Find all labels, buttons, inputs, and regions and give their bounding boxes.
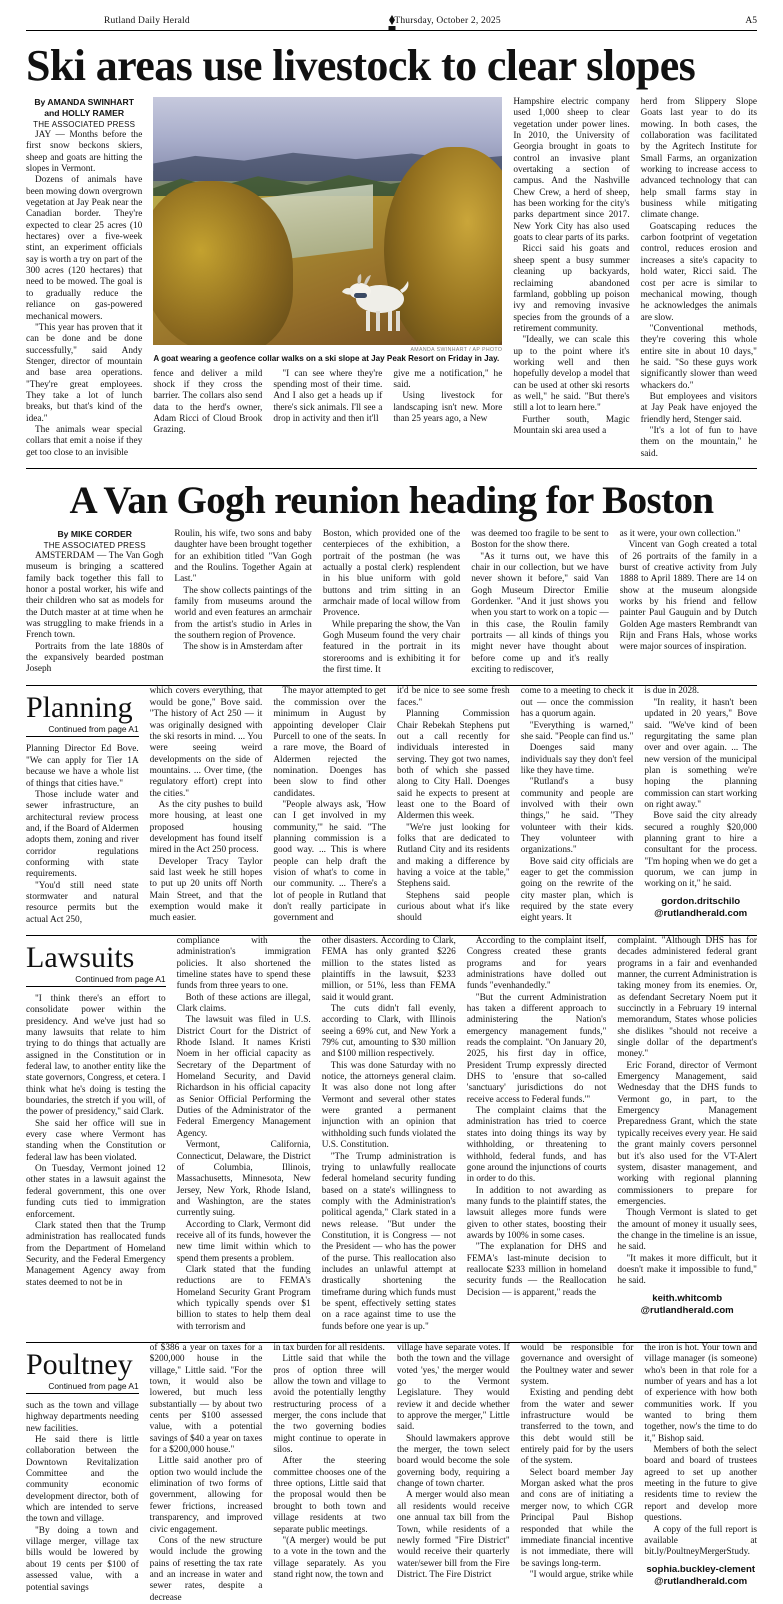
paragraph: Select board member Jay Morgan asked what the pros and cons are of initiating a merger now, to which CGR Principal Paul Bishop responded that while the immediate financial incentive is not immediate, there will be savings long-term. [520, 1467, 634, 1569]
paragraph: would be responsible for governance and oversight of the Poultney water and sewer system. [520, 1343, 634, 1388]
paragraph: The show is in Amsterdam after [183, 642, 303, 653]
paragraph: "By doing a town and village merger, village tax bills would be lowered by about 19 cents per $100 of assessed value, with a potential savings [26, 1525, 139, 1593]
paragraph: fence and deliver a mild shock if they cross the barrier. The collars also send data to the herd's owner, Adam Ricci of Cloud Brook Grazing. [153, 368, 263, 436]
vangogh-col-4 [471, 529, 608, 676]
planning-email-line2: @rutlandherald.com [654, 907, 748, 919]
ski-photo-caption: A goat wearing a geofence collar walks on a ski slope at Jay Peak Resort on Friday in Jay. [153, 353, 500, 363]
paragraph: compliance with the administration's immigration policies. It also shortened the timeline states have to spend these funds from three years to one. [176, 935, 311, 992]
poultney-col-3 [273, 1343, 386, 1604]
lawsuits-col-2 [177, 936, 456, 1333]
lawsuits-email-line2: @rutlandherald.com [640, 1304, 734, 1316]
masthead-paper-name: Rutland Daily Herald [104, 16, 190, 26]
paragraph: "(A merger) would be put to a vote in the town and the village separately. As you stand right now, the town and [273, 1535, 387, 1580]
paragraph: The cuts didn't fall evenly, according to Clark, with Illinois seeing a 69% cut, and New York a 79% cut, amounting to $30 million and $100 million respectively. [321, 1004, 456, 1060]
paragraph: herd from Slippery Slope Goats last year to do its mowing. In both cases, the collaboration was facilitated by the Agritech Institute for Small Farms, an organization working to increase access to advanced technology that can help small farms stay in business while mitigating climate change. [640, 97, 757, 221]
ski-byline-org: THE ASSOCIATED PRESS [33, 120, 136, 129]
vangogh-article-headline: A Van Gogh reunion heading for Boston [69, 479, 714, 522]
ski-article-columns [26, 97, 757, 460]
paragraph: "Everything is warned," she said. "People can find us." [520, 720, 634, 742]
poultney-continued-line: Continued from page A1 [26, 1381, 139, 1394]
vangogh-col-1 [26, 529, 163, 676]
ski-slope-photo [153, 97, 502, 345]
vangogh-article-columns [26, 529, 757, 676]
lawsuits-col-3 [322, 936, 456, 1333]
paragraph: Bove said the city already secured a roughly $20,000 planning grant to hire a consultant for the process. "I'm hoping when we do get a quorum, we can jump in working on it," he said. [644, 811, 758, 890]
poultney-col-2 [150, 1343, 263, 1604]
paragraph: The animals wear special collars that emit a noise if they get too close to an invisible [26, 424, 143, 458]
paragraph: "I can see where they're spending most of their time. And I also get a heads up if there's sick animals. I'll see a drop in activity and then it'll [273, 368, 383, 424]
paragraph: the iron is hot. Your town and village manager (is someone) who's been in that role for a number of years and has a lot of experience with how both communities work. If you wanted to bring them together, now's the time to do it," Bishop said. [644, 1343, 758, 1444]
paragraph: Little said that while the pros of option three will allow the town and village to avoid the potentially lengthy restructuring process of a merger, the cons include that the two governing bodies might continue to operate in silos. [273, 1354, 387, 1456]
paragraph: Members of both the select board and board of trustees agreed to set up another meeting in the future to give residents time to review the report and develop more questions. [644, 1445, 758, 1524]
paragraph: come to a meeting to check it out — once the commission has a quorum again. [520, 686, 634, 720]
planning-col-6 [644, 686, 757, 926]
poultney-col-1 [26, 1343, 139, 1604]
paragraph: Clark stated then that the Trump administration has reallocated funds from the Department of Homeland Security, and the Federal Emergency Management Agency away from states deemed to not be in [26, 1220, 166, 1288]
ski-byline [26, 97, 142, 130]
paragraph: Little said another pro of option two would include the elimination of two forms of government, allowing for fewer frictions, increased transparency, and improved civic engagement. [149, 1456, 263, 1535]
paragraph: A copy of the full report is available at bit.ly/PoultneyMergerStudy. [644, 1524, 758, 1558]
planning-reporter-email [644, 896, 757, 920]
planning-email-line1: gordon.dritschilo [661, 895, 741, 907]
paragraph: According to Clark, Vermont did receive all of its funds, however the new time limit within which to spend them presents a problem. [176, 1219, 311, 1264]
paragraph: "You'd still need state stormwater and natural resource permits but the actual Act 250, [26, 880, 139, 925]
paragraph: While preparing the show, the Van Gogh Museum found the very chair featured in the portrait in its storerooms and is exhibiting it for the first time. It [322, 619, 461, 676]
paragraph: Portraits from the late 1880s of the expansively bearded postman Joseph [26, 641, 164, 675]
planning-col-2 [150, 686, 263, 926]
paragraph: is due in 2028. [644, 686, 700, 697]
ski-col-4 [393, 369, 502, 437]
ski-article-headline: Ski areas use livestock to clear slopes [26, 41, 696, 90]
planning-section [26, 686, 757, 926]
paragraph: in tax burden for all residents. [273, 1343, 385, 1353]
lawsuits-email-line1: keith.whitcomb [652, 1292, 723, 1304]
paragraph: Eric Forand, director of Vermont Emergency Management, said Wednesday that the DHS funds to Vermont go, in part, to the Emergency Management Preparedness Grant, which the state typically receives every year. He said the grant mainly covers personnel but it's also used for the VT-Alert system, disaster management, and working with regional planning commissioners to prepare for emergencies. [617, 1060, 757, 1207]
ski-col-1 [26, 97, 142, 460]
ski-subcolumns [153, 369, 502, 437]
ski-article-bottom-rule [26, 468, 757, 469]
vangogh-byline-line1: By MIKE CORDER [57, 529, 132, 539]
masthead-date: Thursday, October 2, 2025 [394, 16, 501, 26]
vangogh-byline-org: THE ASSOCIATED PRESS [43, 541, 146, 550]
vangogh-col-3 [323, 529, 460, 676]
paragraph: Clark stated that the funding reductions are to FEMA's Homeland Security Grant Program which typically spends over $1 billion to states to help them deal with terrorism and [176, 1264, 311, 1332]
ski-byline-line2: and HOLLY RAMER [44, 108, 125, 118]
lawsuits-continued-line: Continued from page A1 [26, 974, 166, 987]
lawsuits-subcols-a [177, 936, 456, 1333]
paragraph: Further south, Magic Mountain ski area used a [513, 414, 630, 436]
paragraph: give me a notification," he said. [393, 368, 503, 390]
paragraph: After the steering committee chooses one of the three options, Little said that the proposal would then be brought to both town and village residents at two separate public meetings. [273, 1456, 387, 1535]
paragraph: Dozens of animals have been mowing down overgrown vegetation at Jay Peak near the Canadian border. They're expected to clear 25 acres (10 hectares) over a five-week stint, an experiment officials say is worth a try on part of the 300 acres (120 hectares) that need to be mowed. The goal is to gradually reduce the reliance on gas-powered mechanical mowers. [26, 175, 143, 322]
lawsuits-reporter-email [617, 1293, 757, 1317]
ski-col-5 [513, 97, 629, 460]
paragraph: According to the complaint itself, Congress created these grants programs and for years administrations have dolled out funds "evenhandedly." [466, 935, 607, 992]
paragraph: Though Vermont is slated to get the amount of money it usually sees, the change in the timeline is an issue, he said. [617, 1208, 757, 1253]
ski-photo-block [153, 97, 502, 460]
paragraph: "Conventional methods, they're covering this whole entire site in about 10 days," he said. "So these guys work significantly slower than weed whackers do." [640, 323, 757, 391]
lawsuits-col-1 [26, 936, 166, 1333]
paragraph: Boston, which provided one of the centerpieces of the exhibition, a portrait of the postman (he was actually a postal clerk) resplendent in his blue uniform with gold buttons and trim sitting in an armchair made of local willow from Provence. [322, 529, 461, 619]
paragraph: "Rutland's a busy community and people are involved with their own things," he said. "They volunteer with their kids. They volunteer with organizations." [520, 777, 634, 856]
paragraph: She said her office will sue in every case where Vermont has standing when the Constitution or federal law has been violated. [26, 1118, 166, 1163]
planning-col-3 [273, 686, 386, 926]
paragraph: Developer Tracy Taylor said last week he still hopes to put up 20 units off North Main Street, and that the exemption would make it much easier. [149, 856, 263, 924]
vangogh-col-2 [174, 529, 311, 676]
paragraph: The show collects paintings of the family from museums around the world and even features an armchair from the artist's studio in Arles in the southern region of Provence. [174, 585, 312, 642]
planning-col-5 [521, 686, 634, 926]
diamond-dingbat-icon [386, 15, 398, 31]
paragraph: Doenges said many individuals say they don't feel like they have time. [520, 743, 634, 776]
poultney-col-6 [644, 1343, 757, 1604]
paragraph: "We're just looking for folks that are dedicated to Rutland City and its residents and making a difference by having a voice at the table," Stephens said. [397, 822, 510, 890]
lawsuits-col-4 [467, 936, 607, 1333]
paragraph: Planning Director Ed Bove. "We can apply for Tier 1A because we have a whole list of things that cities have." [26, 744, 139, 789]
paragraph: Existing and pending debt from the water and sewer infrastructure would be transferred to the town, and this debt would still be entirely paid for by the users of the system. [520, 1388, 634, 1467]
paragraph: "People always ask, 'How can I get involved in my community,'" he said. "The planning commission is a good way. ... This is where people can help draft the vision of what's to come in our community. ... There's a lot of people in Rutland that don't really participate in government and [273, 799, 387, 924]
poultney-reporter-email [644, 1564, 757, 1588]
paragraph: A merger would also mean all residents would receive one annual tax bill from the Town, while residents of a newly formed "Fire District" would receive their quarterly water/sewer bill from the Fire District. The Fire District [397, 1490, 510, 1580]
paragraph: The complaint claims that the administration has tried to coerce states into doing things its way by withholding, or threatening to withhold, federal funds, and has gone around the injunctions of courts in order to do this. [466, 1106, 607, 1185]
ski-photo-wrap [153, 97, 502, 364]
masthead-page-number: A5 [745, 16, 757, 26]
paragraph: The mayor attempted to get the commission over the minimum in August by appointing developer Clair Purcell to one of the seats. In a rare move, the Board of Aldermen rejected the nomination. Doenges has been slow to find other candidates. [273, 686, 387, 799]
paragraph: JAY — Months before the first snow beckons skiers, sheep and goats are hitting the slopes in Vermont. [26, 130, 143, 175]
paragraph: "I would argue, strike while [529, 1569, 634, 1580]
planning-jump-head: Planning [26, 691, 133, 725]
paragraph: other disasters. According to Clark, FEMA has only granted $226 million to the states listed as plaintiffs in the lawsuit, $233 million, or 51%, less than FEMA said it would grant. [321, 935, 456, 1003]
paragraph: Using livestock for landscaping isn't new. More than 25 years ago, a New [393, 391, 503, 424]
paragraph: Vermont, California, Connecticut, Delaware, the District of Columbia, Illinois, Massachusetts, Minnesota, New Jersey, New York, Rhode Island, and Washington, are the states currently suing. [176, 1140, 311, 1219]
poultney-email-line1: sophia.buckley-clement [646, 1563, 756, 1575]
paragraph: Should lawmakers approve the merger, the town select board would become the sole governing body, requiring a change of town charter. [397, 1433, 510, 1490]
paragraph: Those include water and sewer infrastructure, an architectural review process and, if the Board of Aldermen adopts them, zoning and river corridor regulations conforming with state requirements. [26, 789, 139, 880]
paragraph: "This year has proven that it can be done and be done successfully," said Andy Stenger, director of mountain and base area operations. "They're great employees. They take a lot of lunch breaks, but that's kind of the idea." [26, 322, 143, 424]
paragraph: village have separate votes. If both the town and the village voted 'yes,' the merger would go to the Vermont Legislature. They would review it and decide whether to approve the merger," Little said. [397, 1343, 510, 1433]
ski-col-6 [641, 97, 757, 460]
paragraph: On Tuesday, Vermont joined 12 other states in a lawsuit against the federal government, this one over funding cuts tied to immigration enforcement. [26, 1164, 166, 1220]
planning-continued-line: Continued from page A1 [26, 724, 139, 737]
poultney-jump-head: Poultney [26, 1348, 133, 1381]
lawsuits-section [26, 936, 757, 1333]
lawsuits-col-2a [177, 936, 311, 1333]
paragraph: AMSTERDAM — The Van Gogh museum is bringing a scattered family back together this fall to honor a postal worker, his wife and their children who sat as models for the Dutch master at at time when he was struggling to make friends in a French town. [26, 551, 164, 641]
paragraph: But employees and visitors at Jay Peak have enjoyed the friendly herd, Stenger said. [640, 391, 757, 425]
lawsuits-jump-head: Lawsuits [26, 940, 135, 974]
paragraph: Vincent van Gogh created a total of 26 portraits of the family in a burst of creative activity from July 1888 to April 1889. There are 14 on show at the museum alongside works by his friend and fellow painter Paul Gauguin and by Dutch Golden Age masters Rembrandt van Rijn and Frans Hals, whose works were major sources of inspiration. [619, 540, 758, 653]
poultney-col-4 [397, 1343, 510, 1604]
paragraph: Both of these actions are illegal, Clark claims. [176, 992, 311, 1015]
paragraph: "I think there's an effort to consolidate power within the presidency. And we've just had so many lawsuits that relate to him trying to do things that actually are assigned in the Constitution or in federal law, to another entity like the state governors, Congress, et cetera. I think what he's doing is testing the boundaries, the stretch if you will, of the power of presidency," said Clark. [26, 993, 166, 1118]
poultney-section [26, 1343, 757, 1604]
paragraph: "The explanation for DHS and FEMA's last-minute decision to reallocate $233 million in homeland security funds — the Reallocation Decision — is apparent," reads the [466, 1242, 607, 1298]
paragraph: He said there is little collaboration between the Downtown Revitalization Committee and the community economic development director, both of which are intended to serve the town and village. [26, 1435, 139, 1525]
paragraph: "But the current Administration has taken a different approach to administering the Nation's emergency management funds," reads the complaint. "On January 20, 2025, his first day in office, President Trump expressly directed DHS to 'ensure that so-called 'sanctuary' jurisdictions do not receive access to Federal funds.'" [466, 992, 607, 1105]
paragraph: it'd be nice to see some fresh faces." [397, 686, 510, 708]
paragraph: which covers everything, that would be gone," Bove said. "The history of Act 250 — it was originally designed with the ski resorts in mind. ... You were seeing weird developments on the side of mountains. ... Over time, (the regulatory effort) crept into the cities." [149, 686, 263, 799]
ski-col-3 [273, 369, 382, 437]
paragraph: complaint. "Although DHS has for decades administered federal grant programs in a fair and evenhanded manner, the current Administration is taking money from its enemies. Or, as defendant Secretary Noem put it succinctly in a February 19 internal memorandum, States whose policies she dislikes "should not receive a single dollar of the department's money." [617, 935, 757, 1060]
paragraph: Cons of the new structure would include the growing pains of resetting the tax rate and an increase in water and sewer rates, despite a decrease [149, 1535, 263, 1603]
planning-col-4 [397, 686, 510, 926]
paragraph: The lawsuit was filed in U.S. District Court for the District of Rhode Island. It names Kristi Noem in her official capacity as Secretary of the Department of Homeland Security, and David Richardson in his official capacity as Senior Official Performing the Duties of the Administrator of the Federal Emergency Management Agency. [176, 1015, 311, 1139]
poultney-col-5 [521, 1343, 634, 1604]
paragraph: As the city pushes to build more housing, at least one proposed housing development has found itself mired in the Act 250 process. [149, 799, 263, 856]
paragraph: This was done Saturday with no notice, the attorneys general claim. It was also done not long after Vermont and several other states were granted a permanent injunction with an opinion that withholding such funds violated the U.S. Constitution. [321, 1060, 456, 1151]
paragraph: was deemed too fragile to be sent to Boston for the show there. [471, 529, 609, 551]
planning-col-1 [26, 686, 139, 926]
paragraph: In addition to not awarding as many funds to the plaintiff states, the lawsuit alleges more funds were given to other states, boosting their awards by 100% in some cases. [466, 1185, 607, 1241]
poultney-email-line2: @rutlandherald.com [654, 1575, 748, 1587]
paragraph: Goatscaping reduces the carbon footprint of vegetation control, reduces erosion and increases a site's capacity to hold water, Ricci said. The cost per acre is similar to mechanical mowing, though he acknowledges the animals are slow. [640, 221, 757, 323]
paragraph: "As it turns out, we have this chair in our collection, but we have never shown it before," said Van Gogh Museum Director Emilie Gordenker. "And it just shows you when you start to work on a topic — in this case, the Roulin family portraits — all kinds of things you might never have thought about before come up and it's really exciting to rediscover, [471, 551, 609, 676]
paragraph: as it were, your own collection." [619, 529, 741, 539]
paragraph: Roulin, his wife, two sons and baby daughter have been brought together for an exhibition titled "Van Gogh and the Roulins. Together Again at Last." [174, 529, 312, 585]
paragraph: Stephens said people curious about what it's like should [397, 890, 510, 924]
ski-photo-credit: AMANDA SWINHART / AP PHOTO [410, 346, 503, 353]
paragraph: "In reality, it hasn't been updated in 20 years," Bove said. "We've kind of been regurgitating the same plan over and over again. ... The new version of the municipal plan is something we're hoping the planning commission can start working on right away." [644, 697, 758, 810]
paragraph: "The Trump administration is trying to unlawfully reallocate federal homeland security funding based on a state's willingness to comply with the Administration's political agenda," Clark stated in a news release. "But under the Constitution, it is Congress — not the President — who has the power of the purse. This reallocation also includes an unlawful attempt at drastically shortening the timeframe during which funds must be spent, effectively setting states on a race against time to use the funds before one year is up." [321, 1151, 456, 1332]
vangogh-col-5 [620, 529, 757, 676]
vangogh-byline [26, 529, 163, 551]
goat-icon [336, 269, 422, 335]
paragraph: of $386 a year on taxes for a $200,000 house in the village," Little said. "For the town, it would also be lowered, but much less substantially — by about two cents per $100 assessed value, with a potential savings of $40 a year on taxes for a $200,000 house." [149, 1343, 263, 1456]
lawsuits-col-5 [617, 936, 757, 1333]
paragraph: Bove said city officials are eager to get the commission going on the rewrite of the city master plan, which is required by the state every eight years. It [520, 856, 634, 924]
paragraph: "It's a lot of fun to have them on the mountain," he said. [640, 425, 757, 459]
paragraph: "It makes it more difficult, but it doesn't make it impossible to fund," he said. [617, 1253, 757, 1287]
paragraph: "Ideally, we can scale this up to the point where it's working well and then hopefully develop a model that can be used at other ski resorts as well," he said. "But there's still a lot to learn here." [513, 335, 630, 414]
paragraph: Planning Commission Chair Rebekah Stephens put out a call recently for individuals interested in serving. They got two names, both of which she passed along to City Hall. Doenges said he expects to present at least one to the Board of Aldermen this week. [397, 709, 510, 822]
paragraph: Ricci said his goats and sheep spent a busy summer cleaning up backyards, reclaiming abandoned farmland, gobbling up poison ivy and removing invasive species from the grounds of a retirement community. [513, 244, 630, 334]
ski-byline-line1: By AMANDA SWINHART [34, 97, 134, 107]
ski-col-2 [153, 369, 262, 437]
paragraph: such as the town and village highway departments needing new facilities. [26, 1401, 139, 1434]
paragraph: Hampshire electric company used 1,000 sheep to clear vegetation under power lines. In 2010, the University of Georgia brought in goats to control an invasive plant overtaking a section of campus. And the Nashville Chew Crew, a herd of sheep, has been working for the city's parks department since 2017. New York City has also used goats to clear parts of its parks. [513, 97, 630, 244]
page-masthead [26, 0, 757, 28]
